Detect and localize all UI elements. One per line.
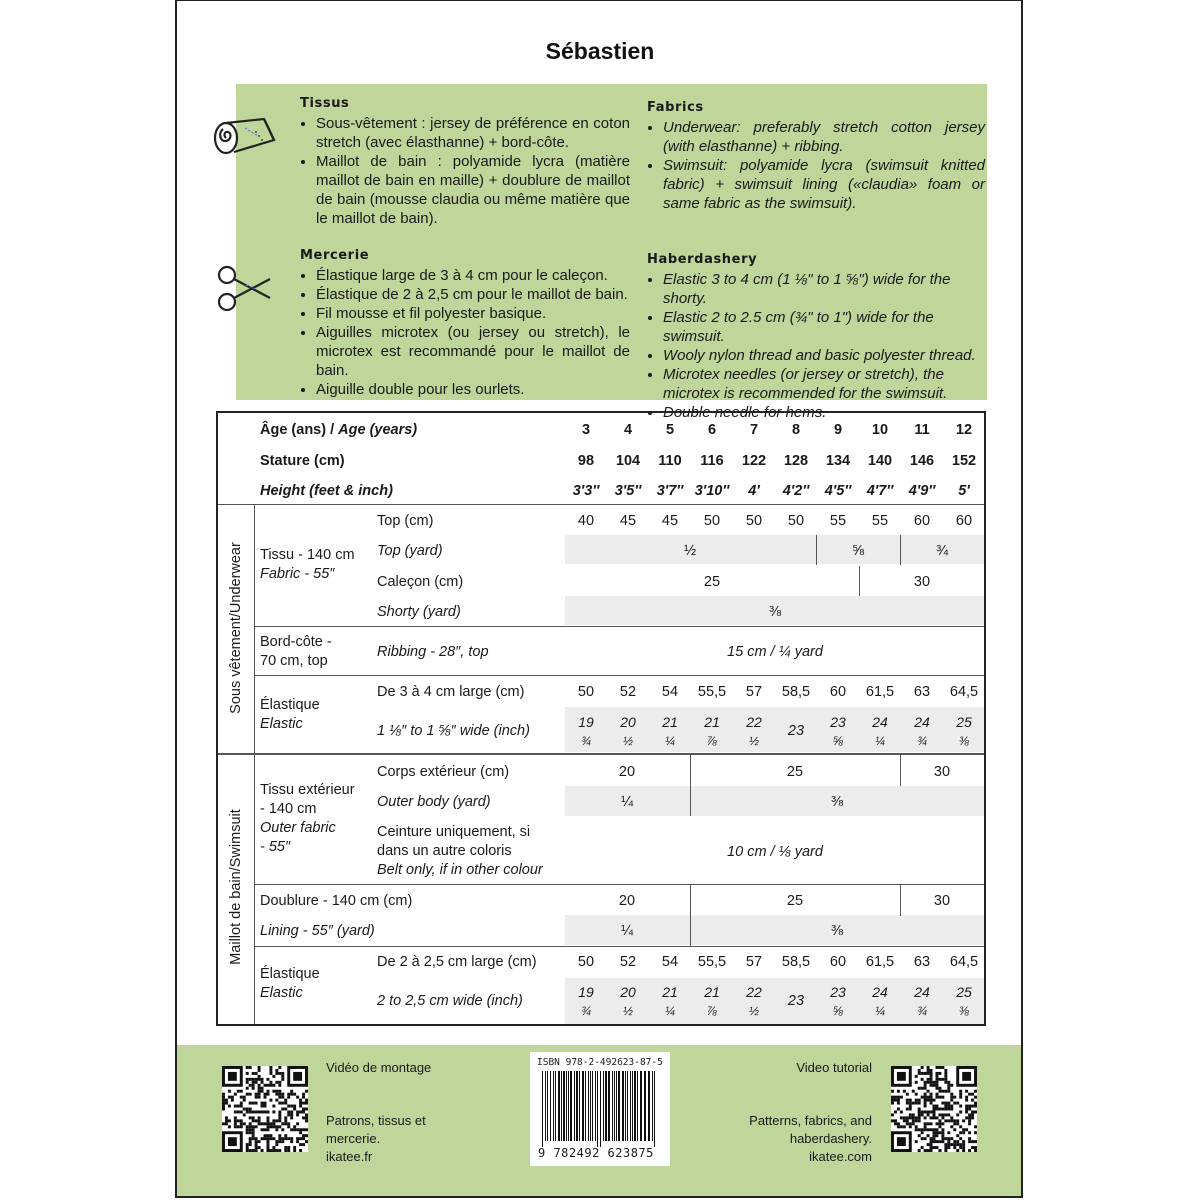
outer-fabric-label: Outer fabric [260, 820, 336, 836]
fabric-label: Fabric - 55″ [260, 566, 335, 582]
shop-text-en: Patterns, fabrics, and [749, 1113, 872, 1128]
mercerie-heading: Mercerie [300, 248, 370, 263]
barcode-icon [540, 1071, 658, 1154]
top-cm-value: 60 [913, 513, 931, 529]
fabrics-item: • Underwear: preferably stretch cotton jersey (with elasthanne) + ribbing. [663, 118, 985, 156]
col-divider [859, 566, 860, 596]
outer-yard-label: Outer body (yard) [377, 794, 491, 810]
top-yard-label: Top (yard) [377, 543, 443, 559]
fabric-roll-icon [212, 112, 276, 165]
col-divider [254, 505, 255, 1024]
age-value: 8 [791, 422, 801, 438]
belt-label: Belt only, if in other colour [377, 862, 543, 878]
col-divider [690, 755, 691, 816]
top-yard-value: ⅝ [851, 543, 865, 559]
mercerie-item: • Aiguille double pour les ourlets. [316, 380, 630, 399]
ceinture-value: 10 cm / ⅛ yard [727, 844, 823, 860]
ceinture-label: Ceinture uniquement, si [377, 824, 531, 840]
calecon-label: Caleçon (cm) [377, 574, 464, 590]
elastic2-inch-label: 2 to 2,5 cm wide (inch) [377, 993, 523, 1009]
elastic2-inch-whole: 23 [830, 984, 846, 1000]
lining-value: ¼ [620, 923, 634, 939]
col-divider [900, 755, 901, 786]
tissus-section [300, 94, 630, 228]
shop-text-fr: mercerie. [326, 1131, 381, 1146]
elastic-cm-value: 55,5 [697, 684, 727, 700]
site-link-fr[interactable]: ikatee.fr [326, 1149, 373, 1164]
fabrics-heading: Fabrics [647, 100, 704, 115]
height-value: 3′7″ [656, 483, 684, 499]
age-value: 11 [914, 422, 930, 438]
stature-value: 122 [741, 453, 767, 469]
elastic-inch-fraction: ½ [622, 734, 633, 748]
height-value: 3′3″ [572, 483, 600, 499]
elastic-cm-value: 58,5 [781, 684, 811, 700]
row-divider [255, 675, 984, 676]
stature-value: 116 [700, 453, 724, 469]
height-value: 5′ [958, 483, 970, 499]
elastic-inch-label: 1 ⅛″ to 1 ⅝″ wide (inch) [377, 723, 530, 739]
stature-value: 110 [658, 453, 682, 469]
height-value: 3′10″ [694, 483, 730, 499]
elastic2-inch-fraction: ¾ [580, 1004, 591, 1018]
shorty-label: Shorty (yard) [377, 604, 461, 620]
stature-value: 128 [783, 453, 809, 469]
height-label: Height (feet & inch) [260, 483, 393, 499]
elastic2-cm-value: 55,5 [697, 954, 727, 970]
height-value: 3′5″ [614, 483, 642, 499]
shop-text-en: haberdashery. [789, 1131, 872, 1146]
haberdashery-item: • Elastic 2 to 2.5 cm (¾" to 1") wide for the swimsuit. [663, 308, 987, 346]
elastic-cm-value: 57 [745, 684, 763, 700]
elastique-label: Élastique [260, 697, 320, 713]
top-cm-label: Top (cm) [377, 513, 434, 529]
age-value: 9 [833, 422, 843, 438]
elastic2-cm-label: De 2 à 2,5 cm large (cm) [377, 954, 537, 970]
elastic2-inch-whole: 21 [704, 984, 720, 1000]
age-value: 4 [623, 422, 633, 438]
row-divider [218, 504, 984, 505]
elastic2-cm-value: 52 [619, 954, 637, 970]
tissus-item: • Maillot de bain : polyamide lycra (matière maillot de bain en maille) + doublure de maillot de bain (mousse claudia ou même matière que le maillot de bain). [316, 152, 630, 228]
mercerie-item: • Élastique large de 3 à 4 cm pour le caleçon. [316, 266, 630, 285]
elastic-inch-whole: 24 [872, 714, 888, 730]
elastic-inch-fraction: ¼ [874, 734, 885, 748]
elastique-label: Élastique [260, 966, 320, 982]
top-cm-value: 60 [955, 513, 973, 529]
elastic-cm-label: De 3 à 4 cm large (cm) [377, 684, 525, 700]
stature-value: 140 [867, 453, 893, 469]
elastic-inch-fraction: ½ [748, 734, 759, 748]
elastic-cm-value: 63 [913, 684, 931, 700]
mercerie-item: • Fil mousse et fil polyester basique. [316, 304, 630, 323]
elastic2-inch-fraction: ¼ [874, 1004, 885, 1018]
top-cm-value: 55 [871, 513, 889, 529]
elastic-inch-whole: 22 [746, 714, 762, 730]
age-value: 7 [749, 422, 759, 438]
top-cm-value: 50 [787, 513, 805, 529]
elastic2-cm-value: 54 [661, 954, 679, 970]
top-cm-value: 50 [745, 513, 763, 529]
stature-value: 98 [577, 453, 595, 469]
age-label-fr: Âge (ans) / [260, 422, 339, 438]
age-label [260, 422, 417, 438]
site-link-en[interactable]: ikatee.com [809, 1149, 872, 1164]
outer-fabric-label: - 55″ [260, 839, 291, 855]
elastic2-inch-fraction: ¼ [664, 1004, 675, 1018]
haberdashery-section [647, 250, 987, 422]
row-divider [255, 626, 984, 627]
col-divider [816, 535, 817, 565]
height-value: 4′ [748, 483, 760, 499]
calecon-value: 30 [913, 574, 931, 590]
elastic-inch-fraction: ⅜ [958, 734, 969, 748]
corps-value: 20 [618, 764, 636, 780]
elastic-cm-value: 60 [829, 684, 847, 700]
elastic2-inch-fraction: ½ [622, 1004, 633, 1018]
shop-text-fr: Patrons, tissus et [326, 1113, 426, 1128]
elastic2-cm-value: 60 [829, 954, 847, 970]
col-divider [900, 535, 901, 565]
fabrics-item: • Swimsuit: polyamide lycra (swimsuit knitted fabric) + swimsuit lining («claudia» foam or same fabric as the swimsuit). [663, 156, 985, 213]
elastic-cm-value: 54 [661, 684, 679, 700]
underwear-group-label: Sous vêtement/Underwear [228, 542, 244, 714]
page-title: Sébastien [545, 38, 655, 64]
mercerie-item: • Élastique de 2 à 2,5 cm pour le maillot de bain. [316, 285, 630, 304]
elastic2-inch-whole: 25 [956, 984, 972, 1000]
elastic2-inch-value: 23 [787, 993, 805, 1009]
age-label-en: Age (years) [338, 422, 418, 438]
elastic-cm-value: 50 [577, 684, 595, 700]
elastic-label: Elastic [260, 716, 303, 732]
elastic2-cm-value: 63 [913, 954, 931, 970]
elastic-inch-whole: 21 [704, 714, 720, 730]
elastic2-inch-whole: 20 [620, 984, 636, 1000]
age-value: 10 [871, 422, 889, 438]
top-yard-value: ½ [683, 543, 697, 559]
fabrics-section [647, 98, 985, 213]
elastic2-inch-whole: 24 [872, 984, 888, 1000]
age-value: 12 [955, 422, 973, 438]
age-value: 5 [665, 422, 675, 438]
age-value: 3 [581, 422, 591, 438]
elastic-inch-whole: 25 [956, 714, 972, 730]
elastic-label: Elastic [260, 985, 303, 1001]
elastic-inch-whole: 24 [914, 714, 930, 730]
qr-code-icon [222, 1066, 308, 1157]
elastic-inch-fraction: ¼ [664, 734, 675, 748]
elastic-inch-fraction: ⅝ [832, 734, 843, 748]
elastic-cm-value: 52 [619, 684, 637, 700]
top-cm-value: 55 [829, 513, 847, 529]
corps-label: Corps extérieur (cm) [377, 764, 510, 780]
stature-value: 152 [951, 453, 977, 469]
top-cm-value: 50 [703, 513, 721, 529]
ceinture-label: dans un autre coloris [377, 843, 512, 859]
age-value: 6 [707, 422, 717, 438]
qr-code-icon [891, 1066, 977, 1157]
video-tutorial-fr: Vidéo de montage [326, 1060, 432, 1075]
haberdashery-item: • Microtex needles (or jersey or stretch), the microtex is recommended for the swimsuit. [663, 365, 987, 403]
doublure-label: Doublure - 140 cm (cm) [260, 893, 413, 909]
bordcote-label: 70 cm, top [260, 653, 328, 669]
tissus-heading: Tissus [300, 96, 350, 111]
elastic2-inch-whole: 24 [914, 984, 930, 1000]
lining-value: ⅜ [830, 923, 844, 939]
doublure-value: 20 [618, 893, 636, 909]
stature-value: 134 [825, 453, 851, 469]
elastic2-cm-value: 64,5 [949, 954, 979, 970]
corps-value: 25 [786, 764, 804, 780]
height-value: 4′5″ [824, 483, 852, 499]
doublure-value: 25 [786, 893, 804, 909]
tissu-ext-label: Tissu extérieur [260, 782, 355, 798]
elastic-inch-fraction: ¾ [916, 734, 927, 748]
mercerie-item: • Aiguilles microtex (ou jersey ou stretch), le microtex est recommandé pour le maillot de bain. [316, 323, 630, 380]
shorty-value: ⅜ [768, 604, 782, 620]
ribbing-label: Ribbing - 28″, top [377, 644, 489, 660]
row-divider [218, 753, 984, 755]
elastic2-inch-fraction: ¾ [916, 1004, 927, 1018]
elastic2-cm-value: 61,5 [865, 954, 895, 970]
elastic-inch-whole: 23 [830, 714, 846, 730]
height-value: 4′7″ [866, 483, 894, 499]
elastic-inch-whole: 19 [578, 714, 594, 730]
height-value: 4′9″ [908, 483, 936, 499]
tissu-label: Tissu - 140 cm [260, 547, 355, 563]
elastic2-inch-whole: 21 [662, 984, 678, 1000]
stature-value: 104 [615, 453, 641, 469]
top-cm-value: 45 [619, 513, 637, 529]
elastic2-inch-fraction: ⅜ [958, 1004, 969, 1018]
col-divider [690, 885, 691, 946]
elastic-inch-value: 23 [787, 723, 805, 739]
tissu-ext-label: - 140 cm [260, 801, 317, 817]
elastic2-cm-value: 58,5 [781, 954, 811, 970]
tissus-item: • Sous-vêtement : jersey de préférence en coton stretch (avec élasthanne) + bord-côte. [316, 114, 630, 152]
row-divider [255, 946, 984, 947]
elastic2-inch-whole: 19 [578, 984, 594, 1000]
doublure-value: 30 [933, 893, 951, 909]
lining-label: Lining - 55″ (yard) [260, 923, 375, 939]
elastic2-inch-fraction: ⅝ [832, 1004, 843, 1018]
col-divider [900, 885, 901, 916]
elastic-cm-value: 61,5 [865, 684, 895, 700]
elastic2-inch-whole: 22 [746, 984, 762, 1000]
calecon-value: 25 [703, 574, 721, 590]
barcode-number: 9 782492 623875 [538, 1146, 654, 1160]
haberdashery-heading: Haberdashery [647, 252, 758, 267]
top-cm-value: 45 [661, 513, 679, 529]
stature-label: Stature (cm) [260, 453, 345, 469]
swimsuit-group-label: Maillot de bain/Swimsuit [228, 809, 244, 965]
video-tutorial-en: Video tutorial [796, 1060, 872, 1075]
elastic-inch-fraction: ¾ [580, 734, 591, 748]
bordcote-label: Bord-côte - [260, 634, 332, 650]
elastic2-inch-fraction: ½ [748, 1004, 759, 1018]
elastic2-inch-fraction: ⅞ [706, 1004, 717, 1018]
isbn-text: ISBN 978-2-492623-87-5 [537, 1057, 663, 1068]
height-value: 4′2″ [782, 483, 810, 499]
haberdashery-item: • Double needle for hems. [663, 403, 987, 422]
outer-yard-value: ⅜ [830, 794, 844, 810]
row-divider [255, 884, 984, 885]
haberdashery-item: • Elastic 3 to 4 cm (1 ⅛" to 1 ⅝") wide for the shorty. [663, 270, 987, 308]
scissors-icon [216, 264, 274, 319]
elastic-inch-fraction: ⅞ [706, 734, 717, 748]
elastic2-cm-value: 57 [745, 954, 763, 970]
elastic2-cm-value: 50 [577, 954, 595, 970]
top-cm-value: 40 [577, 513, 595, 529]
haberdashery-item: • Wooly nylon thread and basic polyester thread. [663, 346, 987, 365]
elastic-inch-whole: 20 [620, 714, 636, 730]
elastic-cm-value: 64,5 [949, 684, 979, 700]
stature-value: 146 [909, 453, 935, 469]
top-yard-value: ¾ [935, 543, 949, 559]
mercerie-section [300, 246, 630, 399]
corps-value: 30 [933, 764, 951, 780]
ribbing-value: 15 cm / ¼ yard [727, 644, 823, 660]
elastic-inch-whole: 21 [662, 714, 678, 730]
outer-yard-value: ¼ [620, 794, 634, 810]
